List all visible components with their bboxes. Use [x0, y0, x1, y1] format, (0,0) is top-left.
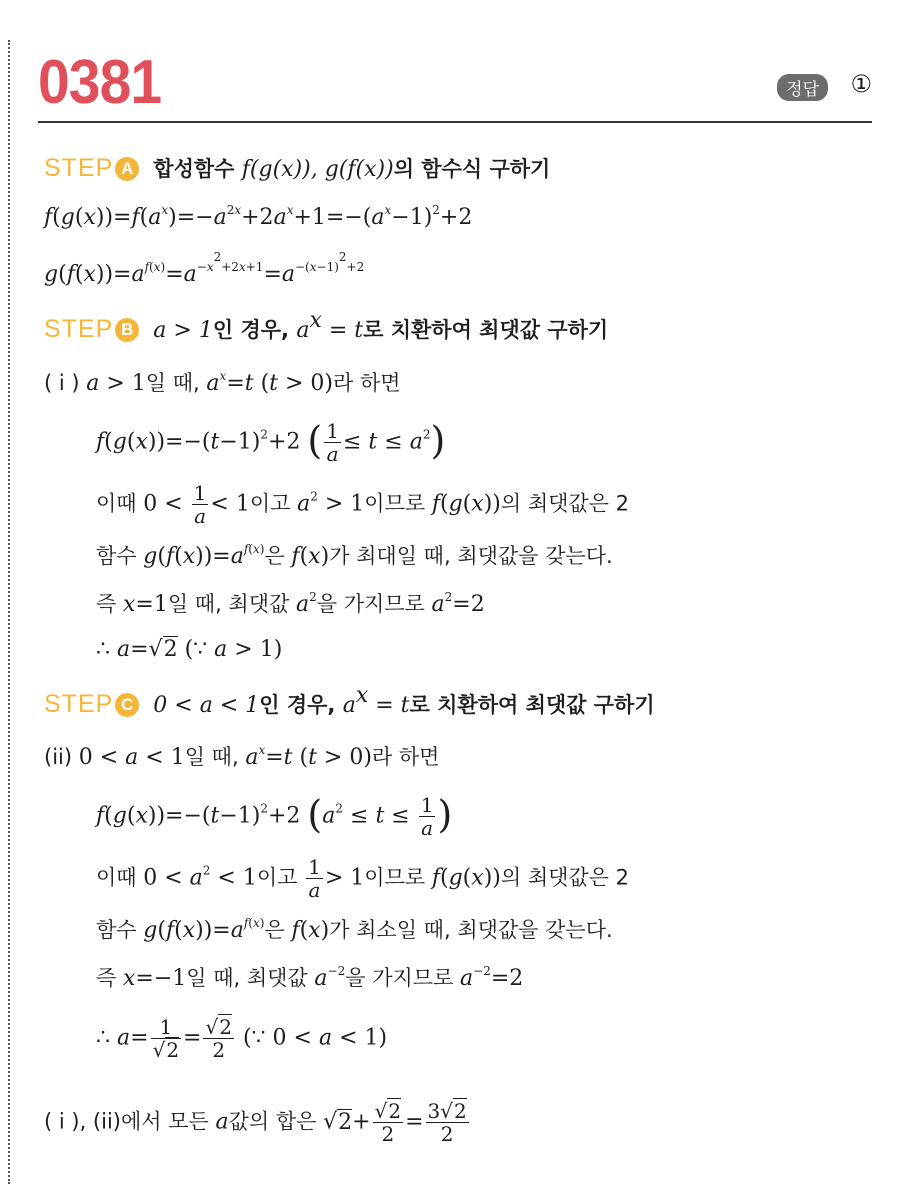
case1-ie: 즉 x=1일 때, 최댓값 $a^2$을 가지므로 $a^2=2$: [96, 590, 485, 617]
case1-result: ∴ a=√2 (∵ a > 1): [96, 637, 283, 662]
step-label: STEP: [44, 690, 114, 718]
step-letter-badge: A: [115, 157, 139, 181]
step-letter-badge: C: [115, 693, 139, 717]
step-label: STEP: [44, 315, 114, 343]
step-label: STEP: [44, 154, 114, 182]
step-a-eq2: $g(f(x))=a^{f(x)}=a^{-x^2+2x+1}=a^{-(x-1)^2+2}$: [44, 250, 365, 287]
step-title: 합성함수 f(g(x)), g(f(x))의 함수식 구하기: [153, 157, 551, 182]
step-a-eq1: $f(g(x))=f(a^x)=-a^{2x}+2a^x+1=-(a^x-1)^2+2$: [44, 203, 473, 230]
answer-value: ①: [850, 70, 872, 98]
case2-func: 함수 $g(f(x))=a^{f(x)}$은 f(x)가 최소일 때, 최댓값을 갖는다.: [96, 916, 613, 943]
step-a-heading: [44, 154, 550, 184]
problem-number: 0381: [38, 48, 162, 117]
header-rule: [38, 121, 872, 123]
case2-eq: $f(g(x))=-(t-1)^2+2$ ($a^2 \le t$ ≤ $\frac{1}{a}$ ): [96, 792, 453, 840]
case2-result: ∴ a= $\frac{1}{√2}$ = $\frac{√2}{2}$ (∵ 0 < a < 1): [96, 1015, 388, 1062]
case1-setup: ( i ) a > 1일 때, $a^x=t$ (t > 0)라 하면: [44, 369, 401, 396]
final-sum: ( i ), (ii)에서 모든 a값의 합은 √2+ $\frac{√2}{2}$ = $\frac{3√2}{2}$: [44, 1099, 467, 1146]
answer-badge: 정답: [777, 74, 828, 101]
case1-eq: $f(g(x))=-(t-1)^2+2$ ( $\frac{1}{a}$ ≤ $t \le a^2$): [96, 418, 446, 466]
case1-then: 이때 0 < $\frac{1}{a}$ < 1이고 $a^2 > 1$이므로 f(g(x))의 최댓값은 2: [96, 481, 630, 528]
page-edge-dotted: [8, 40, 10, 1184]
case2-ie: 즉 x=−1일 때, 최댓값 $a^{-2}$을 가지므로 $a^{-2}=2$: [96, 964, 524, 991]
step-b-heading: [44, 308, 609, 345]
step-title: 0 < a < 1인 경우, $a^x = t$로 치환하여 최댓값 구하기: [153, 683, 655, 718]
problem-header: [38, 48, 872, 120]
case1-func: 함수 $g(f(x))=a^{f(x)}$은 f(x)가 최대일 때, 최댓값을 갖는다.: [96, 542, 613, 569]
case2-then: 이때 $0 < a^2 < 1$이고 $\frac{1}{a}$ > 1이므로 f(g(x))의 최댓값은 2: [96, 855, 630, 902]
step-c-heading: [44, 683, 655, 720]
step-letter-badge: B: [115, 318, 139, 342]
case2-setup: (ii) 0 < a < 1일 때, $a^x=t$ (t > 0)라 하면: [44, 743, 440, 770]
step-title: a > 1인 경우, $a^x = t$로 치환하여 최댓값 구하기: [153, 308, 609, 343]
